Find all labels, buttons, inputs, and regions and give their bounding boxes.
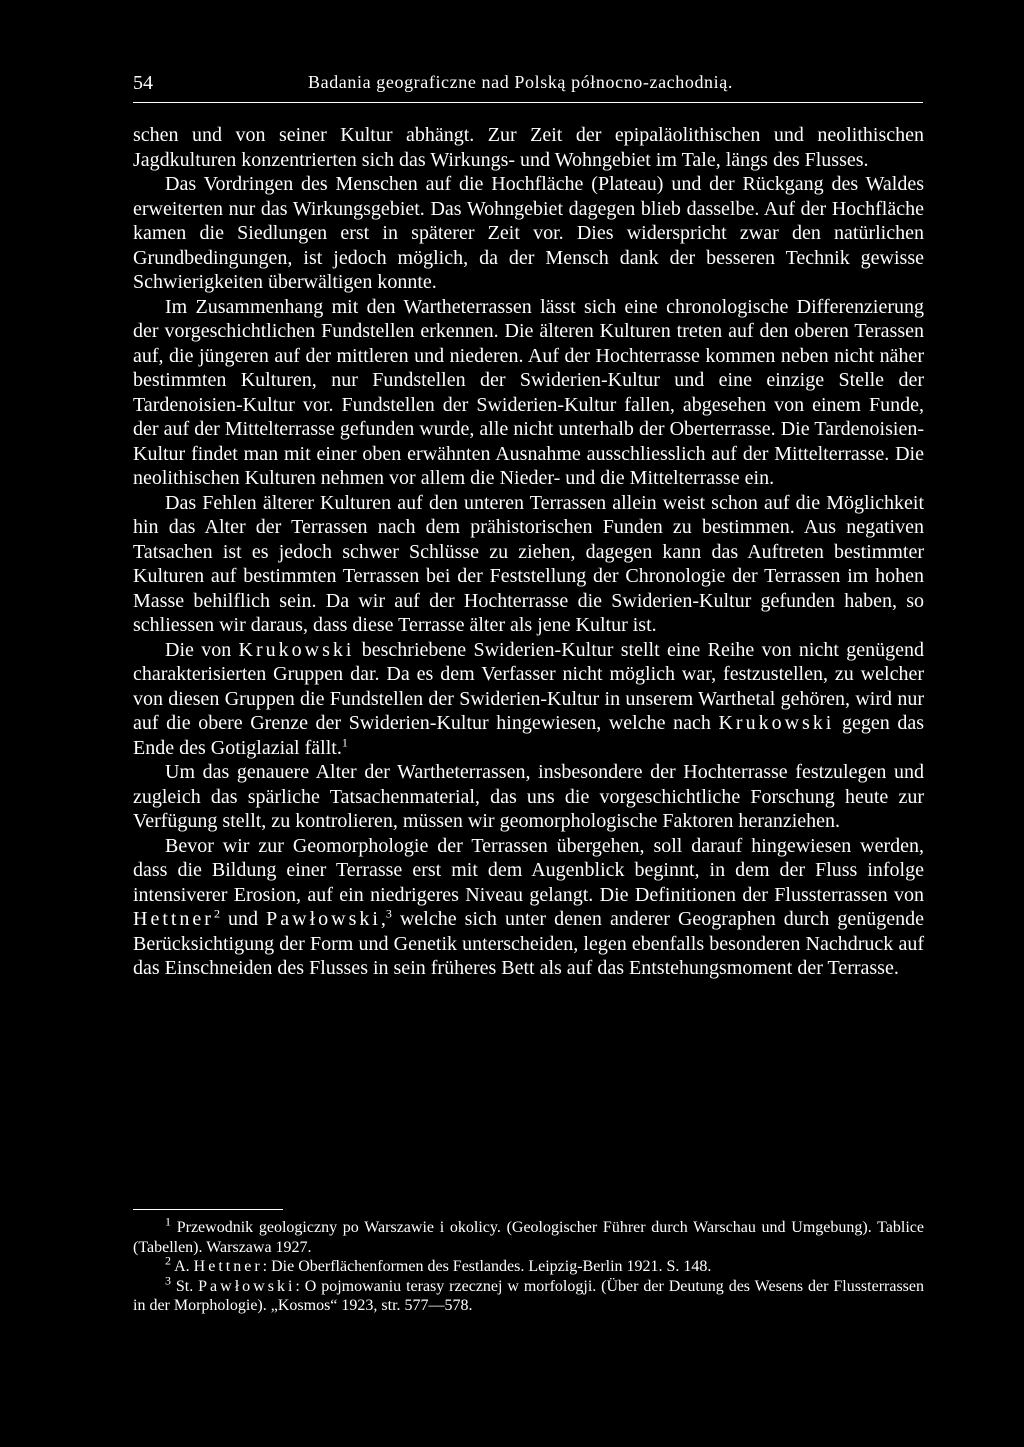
author-name: Pawłowski: [266, 908, 381, 930]
footnote-ref: 1: [165, 1214, 171, 1229]
text-run: gegen das Ende des Gotiglazial fällt.: [133, 712, 924, 759]
body-text: [133, 123, 924, 981]
footnote-rule: [133, 1209, 283, 1210]
running-head: Badania geograficzne nad Polską północno-zachodnią.: [308, 72, 733, 92]
footnote: [133, 1273, 925, 1316]
text-run: : O pojmowaniu terasy rzecznej w morfologji. (Über der Deutung des Wesens der Flussterrassen in der Morphologie). „Kosmos“ 1923, str. 577—578.: [133, 1277, 925, 1314]
text-run: St.: [171, 1277, 199, 1295]
text-run: Przewodnik geologiczny po Warszawie i okolicy. (Geologischer Führer durch Warschau und Umgebung). Tablice (Tabellen). Warszawa 1927.: [133, 1219, 924, 1256]
paragraph: [133, 172, 924, 295]
author-name: Hettner: [193, 1258, 263, 1275]
text-run: beschriebene Swiderien-Kultur stellt eine Reihe von nicht genügend charakterisierten Gruppen dar. Da es dem Verfasser nicht möglich war, festzustellen, zu welcher von diesen Gruppen die Fundstellen der Swiderien-Kultur in unserem Warthetal gehören, wird nur auf die obere Grenze der Swiderien-Kultur hingewiesen, welche nach: [133, 638, 924, 734]
paragraph: [133, 760, 924, 834]
footnotes: [133, 1214, 925, 1316]
text-run: Um das genauere Alter der Wartheterrassen, insbesondere der Hochterrasse festzulegen und zugleich das spärliche Tatsachenmaterial, das uns die vorgeschichtliche Forschung heute zur Verfügung stellt, zu kontrolieren, müssen wir geomorphologische Faktoren heranziehen.: [133, 761, 924, 832]
author-name: Krukowski: [718, 712, 835, 734]
paragraph: [133, 491, 924, 638]
footnote-ref: 3: [165, 1273, 171, 1288]
text-run: Das Vordringen des Menschen auf die Hochfläche (Plateau) und der Rückgang des Waldes erweiterten nur das Wirkungsgebiet. Das Wohngebiet dagegen blieb dasselbe. Auf der Hochfläche kamen die Siedlungen erst in späterer Zeit vor. Dies widerspricht zwar den natürlichen Grundbedingungen, ist jedoch möglich, da der Mensch dank der besseren Technik gewisse Schwierigkeiten überwältigen konnte.: [133, 173, 924, 293]
text-run: Bevor wir zur Geomorphologie der Terrassen übergehen, soll darauf hingewiesen werden, dass die Bildung einer Terrasse erst mit dem Augenblick beginnt, in dem der Fluss infolge intensiverer Erosion, auf ein niedrigeres Niveau gelangt. Die Definitionen der Flussterrassen von: [133, 834, 924, 906]
author-name: Hettner: [133, 908, 214, 930]
footnote-ref: 2: [213, 906, 220, 921]
text-run: schen und von seiner Kultur abhängt. Zur Zeit der epipaläolithischen und neolithischen Jagdkulturen konzentrierten sich das Wirkungs- und Wohngebiet im Tale, längs des Flusses.: [133, 124, 924, 171]
page-header: [133, 66, 923, 103]
page-number: 54: [133, 72, 153, 94]
footnote-ref: 1: [341, 734, 348, 749]
paragraph: [133, 638, 924, 761]
text-run: A.: [171, 1258, 194, 1275]
paragraph: [133, 295, 924, 491]
text-run: Das Fehlen älterer Kulturen auf den unteren Terrassen allein weist schon auf die Möglichkeit hin das Alter der Terrassen nach dem prähistorischen Funden zu bestimmen. Aus negativen Tatsachen ist es jedoch schwer Schlüsse zu ziehen, dagegen kann das Auftreten bestimmter Kulturen auf bestimmten Terrassen bei der Feststellung der Chronologie der Terrassen im hohen Masse behilflich sein. Da wir auf der Hochterrasse die Swiderien-Kultur gefunden haben, so schliessen wir daraus, dass diese Terrasse älter als jene Kultur ist.: [133, 491, 924, 636]
author-name: Pawłowski: [198, 1277, 296, 1295]
text-run: Die von: [165, 638, 239, 661]
paragraph: [133, 834, 924, 981]
paragraph: [133, 123, 924, 172]
text-run: Im Zusammenhang mit den Wartheterrassen lässt sich eine chronologische Differenzierung der vorgeschichtlichen Fundstellen erkennen. Die älteren Kulturen treten auf den oberen Terassen auf, die jüngeren auf der mittleren und niederen. Auf der Hochterrasse kommen neben nicht näher bestimmten Kulturen, nur Fundstellen der Swiderien-Kultur und eine einzige Stelle der Tardenoisien-Kultur vor. Fundstellen der Swiderien-Kultur fallen, abgesehen von einem Funde, der auf der Mittelterrasse gefunden wurde, alle nicht unterhalb der Oberterrasse. Die Tardenoisien-Kultur findet man mit einer oben erwähnten Ausnahme ausschliesslich auf der Mittelterrasse. Die neolithischen Kulturen nehmen vor allem die Nieder- und die Mittelterrasse ein.: [133, 295, 924, 489]
text-run: : Die Oberflächenformen des Festlandes. Leipzig-Berlin 1921. S. 148.: [262, 1258, 712, 1275]
text-run: welche sich unter denen anderer Geographen durch genügende Berücksichtigung der Form und Genetik unterscheiden, legen ebenfalls besonderen Nachdruck auf das Einschneiden des Flusses in sein früheres Bett als auf das Entstehungsmoment der Terrasse.: [133, 908, 924, 979]
text-run: und: [219, 908, 267, 930]
footnote: [133, 1214, 924, 1257]
author-name: Krukowski: [238, 638, 355, 661]
text-run: ,: [380, 908, 386, 930]
footnote: [133, 1253, 924, 1277]
footnote-ref: 3: [385, 906, 392, 921]
footnote-ref: 2: [165, 1253, 171, 1268]
